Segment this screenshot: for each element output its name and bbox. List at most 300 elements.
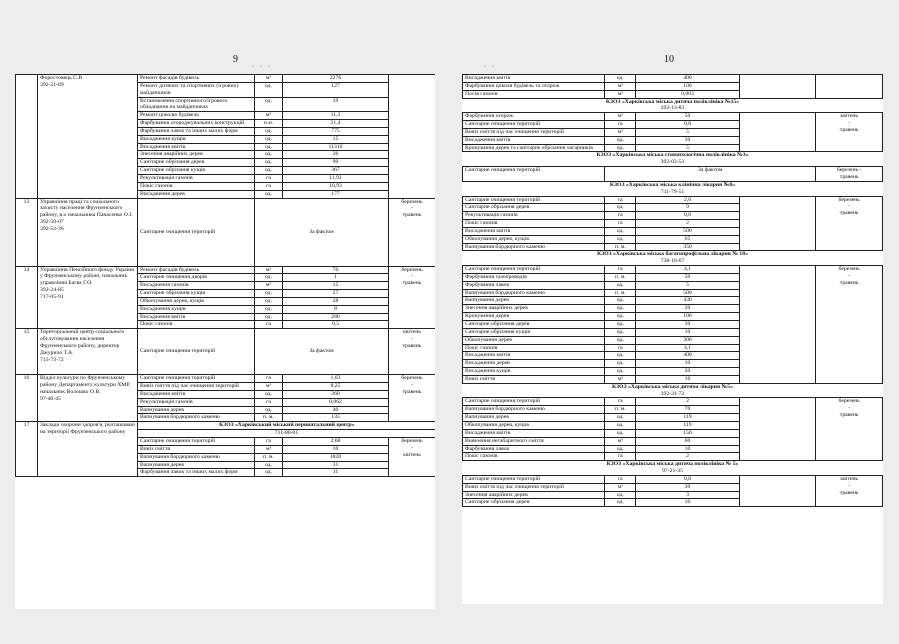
amount-cell: 1820: [283, 453, 389, 461]
unit-cell: од.: [255, 97, 283, 112]
unit-cell: од.: [605, 429, 636, 437]
unit-cell: га: [605, 453, 636, 461]
amount-cell: 20: [636, 305, 739, 313]
amount-cell: 5: [636, 144, 739, 152]
amount-cell: 70: [636, 406, 739, 414]
table-row: [463, 196, 883, 204]
unit-cell: од.: [605, 445, 636, 453]
amount-cell: 10: [283, 445, 389, 453]
amount-cell: 135: [283, 414, 389, 422]
unit-cell: од.: [605, 136, 636, 144]
work-name: Фарбування лавок: [463, 445, 605, 453]
work-name: Висадження квітів: [138, 390, 255, 398]
work-name: Санітарне очищення територій: [463, 196, 605, 204]
unit-cell: м²: [255, 282, 283, 290]
amount-cell: 350: [636, 243, 739, 251]
unit-cell: од.: [605, 368, 636, 376]
unit-cell: од.: [255, 461, 283, 469]
left-work-table: [15, 74, 435, 477]
amount-cell: 4,1: [636, 266, 739, 274]
table-row: [16, 75, 436, 83]
unit-cell: п. м.: [605, 289, 636, 297]
unit-cell: од.: [255, 167, 283, 175]
amount-cell: 260: [283, 390, 389, 398]
work-name: Висадження квітів: [138, 143, 255, 151]
blank-cell: [739, 398, 816, 461]
organization-cell: Територіальний центр соціального обслуговування населення Фрунзенського району, директор Джурило Т.А. 713-73-72: [38, 329, 138, 375]
unit-cell: м³: [605, 375, 636, 383]
work-name: Покіс газонів: [138, 321, 255, 329]
section-title: КЗОЗ «Харківська міська дитяча поліклініка №15»: [605, 98, 740, 105]
work-name: Фарбування лавок та інших малих форм: [138, 469, 255, 477]
amount-cell: 127: [283, 82, 389, 97]
unit-cell: га: [255, 321, 283, 329]
work-name: Санітарне очищення територій: [463, 167, 605, 182]
unit-cell: од.: [605, 421, 636, 429]
fact-cell: За фактом: [255, 198, 389, 266]
unit-cell: од.: [255, 290, 283, 298]
amount-cell: 5: [636, 281, 739, 289]
organization-cell: Форостовець С.В. 392-21-89: [38, 75, 138, 199]
unit-cell: га: [255, 174, 283, 182]
work-name: Вивіз сміття: [463, 375, 605, 383]
table-row: [16, 266, 436, 274]
amount-cell: 21,4: [283, 120, 389, 128]
work-name: Висадження квітів: [463, 352, 605, 360]
organization-cell: Відділ культури по Фрунзенському району Департаменту культури ХМР, начальник Волошко О.В. 97-40-45: [38, 375, 138, 422]
amount-cell: 30: [636, 136, 739, 144]
unit-cell: од.: [605, 75, 636, 83]
unit-cell: од.: [255, 274, 283, 282]
table-row: [16, 329, 436, 375]
amount-cell: 0,5: [283, 321, 389, 329]
work-name: Встановлення спортивного/ігрового обладнання на майданчиках: [138, 97, 255, 112]
table-row: [16, 422, 436, 430]
work-name: Покіс газонів: [463, 344, 605, 352]
work-name: Висадження кущів: [138, 305, 255, 313]
section-title: КЗОЗ «Харківська міська дитяча лікарня №5»: [612, 383, 733, 390]
amount-cell: 11: [283, 469, 389, 477]
amount-cell: 50: [636, 113, 739, 121]
work-name: Вапнування дерев: [463, 297, 605, 305]
work-name: Висадження квітів: [463, 429, 605, 437]
period-cell: [816, 75, 883, 99]
amount-cell: 500: [636, 227, 739, 235]
unit-cell: од.: [605, 491, 636, 499]
row-number: 14: [16, 266, 38, 329]
unit-cell: га: [605, 266, 636, 274]
blank-cell: [739, 196, 816, 251]
work-name: Вапнування дерев: [138, 461, 255, 469]
amount-cell: 150: [636, 429, 739, 437]
amount-cell: 100: [636, 313, 739, 321]
amount-cell: 31: [283, 461, 389, 469]
amount-cell: 20: [636, 368, 739, 376]
row-number: 13: [16, 198, 38, 266]
period-cell: березень - травень: [389, 266, 436, 329]
table-row: [16, 375, 436, 383]
period-cell: березень - травень: [816, 398, 883, 461]
period-cell: березень - травень: [816, 196, 883, 251]
amount-cell: 5: [636, 128, 739, 136]
unit-cell: га: [605, 121, 636, 129]
organization-cell: Управління праці та соціального захисту населення Фрунзенського району, в.о начальника Панасенко О.І. 392-50-07 392-52-36: [38, 198, 138, 266]
work-name: Санітарне обрізання кущів: [138, 167, 255, 175]
amount-cell: 400: [636, 352, 739, 360]
unit-cell: од.: [605, 321, 636, 329]
work-name: Рекультивація газонів: [138, 174, 255, 182]
amount-cell: 19: [283, 97, 389, 112]
row-number: 17: [16, 422, 38, 477]
work-name: Фарбування огорож: [463, 113, 605, 121]
work-name: Санітарне обрізання дерев: [463, 499, 605, 507]
amount-cell: 15: [283, 135, 389, 143]
work-name: Висадження дерев: [138, 190, 255, 198]
unit-cell: од.: [605, 499, 636, 507]
unit-cell: п.м.: [255, 120, 283, 128]
unit-cell: од.: [255, 469, 283, 477]
unit-cell: од.: [605, 144, 636, 152]
amount-cell: 11,91: [283, 174, 389, 182]
work-name: Висадження кущів: [463, 368, 605, 376]
table-row: [463, 98, 883, 113]
unit-cell: га: [255, 375, 283, 383]
work-name: Знесення аварійних дерев: [463, 491, 605, 499]
work-name: Покіс газонів: [138, 182, 255, 190]
work-name: Ремонт фасадів будівель: [138, 266, 255, 274]
section-title: КЗОЗ «Харківська міська багатопрофільна лікарня № 18»: [597, 251, 748, 258]
unit-cell: од.: [605, 297, 636, 305]
work-name: Висадження кущів: [138, 135, 255, 143]
table-row: [463, 383, 883, 398]
unit-cell: п. м.: [255, 414, 283, 422]
amount-cell: 28: [283, 297, 389, 305]
work-name: Ремонт цоколю будівель: [138, 112, 255, 120]
amount-cell: 50: [636, 273, 739, 281]
blank-cell: [739, 266, 816, 384]
left-page-dots: . . .: [252, 60, 272, 69]
work-name: Висадження квітів: [463, 227, 605, 235]
unit-cell: од.: [605, 414, 636, 422]
section-header: [463, 251, 883, 266]
work-name: Висадження квітів: [463, 75, 605, 83]
unit-cell: га: [605, 475, 636, 483]
unit-cell: од.: [605, 328, 636, 336]
unit-cell: м²: [605, 90, 636, 98]
section-phone: 97-21-35: [662, 468, 683, 475]
work-name: Санітарне очищення територій: [138, 198, 255, 266]
unit-cell: га: [255, 398, 283, 406]
table-row: [463, 113, 883, 121]
amount-cell: 3: [636, 491, 739, 499]
amount-cell: 0,6: [636, 212, 739, 220]
work-name: Висадження дерев: [463, 360, 605, 368]
amount-cell: 119: [636, 414, 739, 422]
unit-cell: од.: [255, 190, 283, 198]
period-cell: квітень - травень: [389, 329, 436, 375]
unit-cell: од.: [605, 281, 636, 289]
row-number: 16: [16, 375, 38, 422]
unit-cell: од.: [605, 305, 636, 313]
amount-cell: 0,8: [636, 475, 739, 483]
work-name: Фарбування цоколя будівель та огорож: [463, 82, 605, 90]
work-name: Вапнування дерев: [138, 406, 255, 414]
amount-cell: 119: [636, 421, 739, 429]
unit-cell: га: [255, 438, 283, 446]
work-name: Обкопування дерев, кущів: [138, 297, 255, 305]
table-row: [463, 475, 883, 483]
work-name: Санітарне очищення територій: [463, 398, 605, 406]
blank-cell: [739, 113, 816, 152]
work-name: Знесення аварійних дерев: [138, 151, 255, 159]
amount-cell: 2,6: [636, 196, 739, 204]
blank-cell: [739, 75, 816, 99]
table-row: [463, 461, 883, 476]
amount-cell: 500: [636, 289, 739, 297]
amount-cell: 2: [636, 398, 739, 406]
work-name: Вапнування бордюрного каменю: [138, 414, 255, 422]
amount-cell: 10: [636, 360, 739, 368]
table-row: [16, 198, 436, 266]
unit-cell: м²: [605, 82, 636, 90]
amount-cell: 280: [283, 313, 389, 321]
work-name: Санітарне очищення дворів: [138, 274, 255, 282]
work-name: Посів газонів: [463, 90, 605, 98]
unit-cell: га: [605, 398, 636, 406]
unit-cell: од.: [605, 352, 636, 360]
work-name: Фарбування лавок та інших малих форм: [138, 127, 255, 135]
unit-cell: од.: [255, 297, 283, 305]
section-header: [463, 152, 883, 167]
section-phone: 711-79-51: [660, 188, 685, 195]
section-title: КЗОЗ «Харківська міська клінічна лікарня №8»: [609, 181, 736, 188]
table-row: [463, 167, 883, 182]
amount-cell: 60: [636, 437, 739, 445]
organization-cell: Заклади охорони здоров'я, розташовані на території Фрунзенського району: [38, 422, 138, 477]
unit-cell: од.: [605, 227, 636, 235]
unit-cell: од.: [605, 204, 636, 212]
unit-cell: од.: [255, 159, 283, 167]
left-page-number: 9: [233, 54, 238, 65]
unit-cell: м²: [255, 75, 283, 83]
work-name: Санітарне обрізання дерев: [138, 159, 255, 167]
amount-cell: 367: [283, 167, 389, 175]
unit-cell: м³: [605, 128, 636, 136]
unit-cell: м³: [605, 483, 636, 491]
amount-cell: 8,25: [283, 383, 389, 391]
right-work-table: [462, 74, 883, 507]
work-name: Покіс газонів: [463, 453, 605, 461]
amount-cell: 1: [283, 274, 389, 282]
amount-cell: 30: [636, 321, 739, 329]
period-cell: березень - травень: [389, 375, 436, 422]
amount-cell: 1,63: [283, 375, 389, 383]
unit-cell: га: [605, 196, 636, 204]
amount-cell: 90: [283, 159, 389, 167]
period-cell: березень - травень: [816, 266, 883, 384]
unit-cell: м³: [255, 445, 283, 453]
organization-cell: Управління Пенсійного фонду України у Фрунзенському районі, начальник управління Багва Г.О. 392-24-85 717-05-91: [38, 266, 138, 329]
work-name: Ремонт дитячих та спортивних (ігрових) майданчиків: [138, 82, 255, 97]
section-title: КЗОЗ «Харківська міська дитяча поліклініка № 5»: [606, 461, 739, 468]
unit-cell: м²: [255, 266, 283, 274]
amount-cell: 2276: [283, 75, 389, 83]
amount-cell: 775: [283, 127, 389, 135]
work-name: Покіс газонів: [463, 220, 605, 228]
period-cell: квітень - травень: [816, 113, 883, 152]
work-name: Санітарне очищення територій: [463, 266, 605, 274]
work-name: Фарбування огороджувальних конструкцій: [138, 120, 255, 128]
work-name: Вивіз сміття під час очищення територій: [463, 483, 605, 491]
table-row: [463, 75, 883, 83]
work-name: Обкопування дерев, кущів: [463, 421, 605, 429]
right-page-dots: . .: [484, 60, 496, 69]
section-phone: 738-10-67: [660, 258, 685, 265]
amount-cell: 0,062: [283, 398, 389, 406]
amount-cell: 40: [283, 406, 389, 414]
table-row: [463, 251, 883, 266]
work-name: Рекультивація газонів: [463, 212, 605, 220]
work-name: Фарбування лавок: [463, 281, 605, 289]
amount-cell: 177: [283, 190, 389, 198]
amount-cell: 15: [283, 282, 389, 290]
section-header: [463, 181, 883, 196]
unit-cell: од.: [255, 127, 283, 135]
period-cell: [389, 75, 436, 199]
unit-cell: га: [255, 182, 283, 190]
row-number: 15: [16, 329, 38, 375]
table-row: [463, 266, 883, 274]
work-name: Вивіз сміття під час очищення територій: [463, 128, 605, 136]
table-row: [463, 152, 883, 167]
row-number: [16, 75, 38, 199]
section-phone: 711-80-01: [138, 430, 436, 438]
amount-cell: 11310: [283, 143, 389, 151]
amount-cell: 2: [636, 220, 739, 228]
unit-cell: од.: [255, 313, 283, 321]
unit-cell: од.: [255, 390, 283, 398]
work-name: Санітарне обрізання кущів: [138, 290, 255, 298]
unit-cell: м²: [605, 113, 636, 121]
amount-cell: 10: [636, 499, 739, 507]
period-cell: березень - травень: [816, 167, 883, 182]
work-name: Знесення аварійних дерев: [463, 305, 605, 313]
work-name: Санітарне очищення територій: [463, 475, 605, 483]
work-name: Кронування дерев та санітарне обрізання чагарників: [463, 144, 605, 152]
section-phone: 392-13-83: [660, 105, 685, 112]
unit-cell: од.: [255, 151, 283, 159]
amount-cell: 27: [283, 290, 389, 298]
amount-cell: 9: [636, 204, 739, 212]
right-page: [462, 74, 883, 604]
work-name: Кронування дерев: [463, 313, 605, 321]
unit-cell: од.: [605, 235, 636, 243]
unit-cell: п. м.: [255, 453, 283, 461]
work-name: Санітарне обрізання дерев: [463, 321, 605, 329]
amount-cell: 100: [636, 82, 739, 90]
unit-cell: м³: [605, 437, 636, 445]
section-phone: 392-03-53: [660, 159, 685, 166]
work-name: Вивезення негабаритного сміття: [463, 437, 605, 445]
unit-cell: од.: [255, 143, 283, 151]
amount-cell: 10,93: [283, 182, 389, 190]
table-row: [463, 398, 883, 406]
amount-cell: 8: [283, 305, 389, 313]
amount-cell: 70: [283, 266, 389, 274]
work-name: Висадження квітів: [138, 313, 255, 321]
unit-cell: м²: [255, 112, 283, 120]
amount-cell: 2: [636, 453, 739, 461]
amount-cell: 2,68: [283, 438, 389, 446]
work-name: Обкопування дерев, кущів: [463, 235, 605, 243]
amount-cell: 26: [283, 151, 389, 159]
section-header: КЗОЗ «Харківський міський перинатальний центр»: [138, 422, 436, 430]
work-name: Фарбування газопроводів: [463, 273, 605, 281]
fact-cell: За фактом: [255, 329, 389, 375]
amount-cell: 65: [636, 235, 739, 243]
unit-cell: п. м.: [605, 243, 636, 251]
work-name: Санітарне очищення територій: [138, 329, 255, 375]
period-cell: березень - квітень: [389, 438, 436, 477]
period-cell: березень - травень: [389, 198, 436, 266]
unit-cell: од.: [605, 360, 636, 368]
unit-cell: м³: [255, 383, 283, 391]
fact-cell: За фактом: [605, 167, 816, 182]
unit-cell: га: [605, 344, 636, 352]
unit-cell: га: [605, 212, 636, 220]
unit-cell: од.: [255, 406, 283, 414]
work-name: Вапнування бордюрного каменю: [463, 289, 605, 297]
work-name: Рекультивація газонів: [138, 398, 255, 406]
unit-cell: од.: [255, 305, 283, 313]
blank-cell: [739, 475, 816, 506]
work-name: Висадження квітів: [463, 136, 605, 144]
amount-cell: 11,3: [283, 112, 389, 120]
amount-cell: 30: [636, 483, 739, 491]
unit-cell: п. м.: [605, 406, 636, 414]
work-name: Ремонт фасадів будівель: [138, 75, 255, 83]
section-phone: 392-21-72: [660, 390, 685, 397]
unit-cell: п. м.: [605, 273, 636, 281]
amount-cell: 10: [636, 445, 739, 453]
amount-cell: 4,1: [636, 344, 739, 352]
section-header: [463, 461, 883, 476]
work-name: Вапнування дерев: [463, 414, 605, 422]
work-name: Вапнування бордюрного каменю: [463, 243, 605, 251]
work-name: Санітарне очищення територій: [463, 121, 605, 129]
work-name: Вапнування бордюрного каменю: [138, 453, 255, 461]
work-name: Вивіз сміття під час очищення територій: [138, 383, 255, 391]
work-name: Обкопування дерев: [463, 336, 605, 344]
amount-cell: 16: [636, 375, 739, 383]
amount-cell: 400: [636, 75, 739, 83]
work-name: Санітарне обрізання кущів: [463, 328, 605, 336]
work-name: Санітарне очищення територій: [138, 438, 255, 446]
work-name: Висадження газонів: [138, 282, 255, 290]
amount-cell: 0,003: [636, 90, 739, 98]
amount-cell: 430: [636, 297, 739, 305]
unit-cell: га: [605, 220, 636, 228]
table-row: [463, 181, 883, 196]
unit-cell: од.: [255, 82, 283, 97]
amount-cell: 300: [636, 336, 739, 344]
amount-cell: 0,8: [636, 121, 739, 129]
work-name: Вивіз сміття: [138, 445, 255, 453]
unit-cell: од.: [605, 313, 636, 321]
unit-cell: од.: [605, 336, 636, 344]
right-page-number: 10: [664, 54, 674, 65]
work-name: Вапнування бордюрного каменю: [463, 406, 605, 414]
